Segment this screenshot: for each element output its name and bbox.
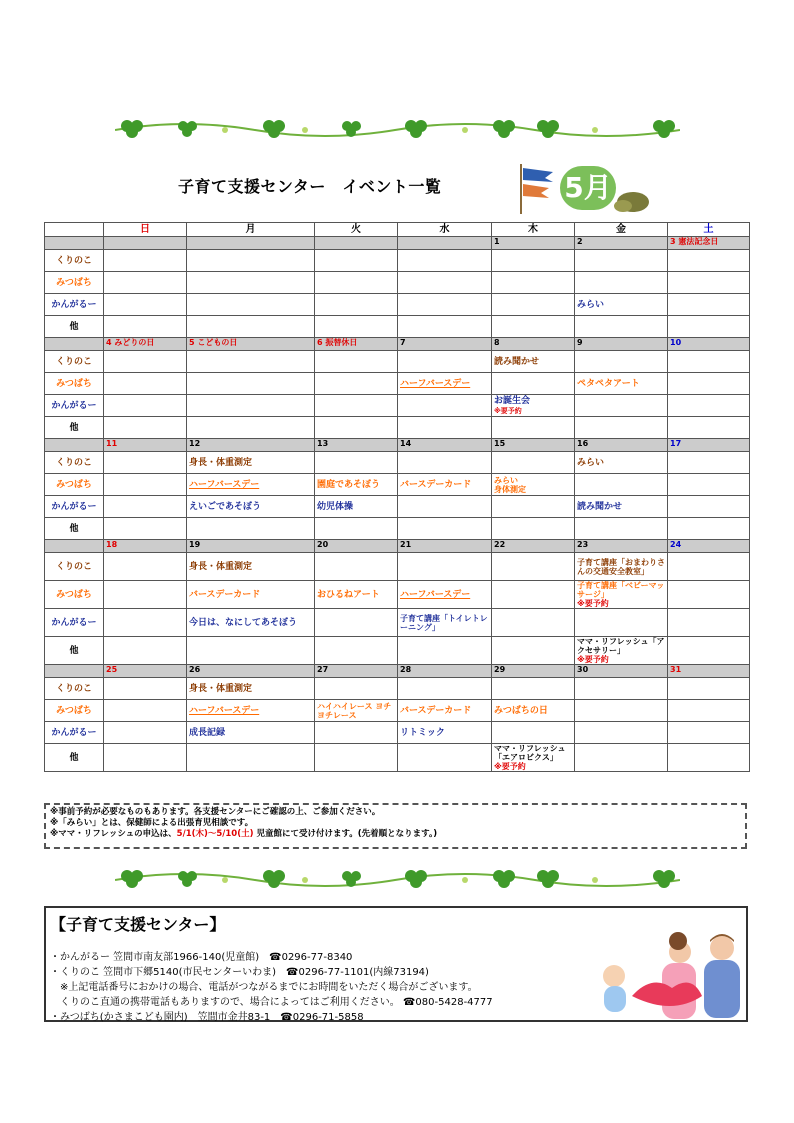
- weekday-mon: 月: [187, 223, 315, 237]
- weekday-thu: 木: [492, 223, 575, 237]
- event-cell: [492, 395, 575, 417]
- date-cell: 28: [398, 665, 492, 678]
- event-title: お誕生会: [494, 395, 531, 406]
- event-cell: バースデーカード: [398, 474, 492, 496]
- note-line: ※「みらい」とは、保健師による出張育児相談です。: [50, 818, 254, 828]
- event-cell: 子育て講座「トイレトレーニング」: [398, 609, 492, 637]
- event-cell: [492, 474, 575, 496]
- event-cell: 幼児体操: [315, 496, 398, 518]
- kurinoko-row: [45, 553, 750, 581]
- date-cell: 27: [315, 665, 398, 678]
- other-row: [45, 744, 750, 772]
- event-cell: ハーフバースデー: [187, 474, 315, 496]
- other-row: [45, 316, 750, 338]
- date-row: [45, 540, 750, 553]
- event-cell: 読み聞かせ: [492, 351, 575, 373]
- row-label-other: 他: [45, 417, 104, 439]
- date-cell: 25: [104, 665, 187, 678]
- row-label-mitsubachi: みつばち: [45, 373, 104, 395]
- date-cell: 6 振替休日: [315, 338, 398, 351]
- date-cell: 31: [668, 665, 750, 678]
- date-cell: 2: [575, 237, 668, 250]
- mitsubachi-row: [45, 700, 750, 722]
- weekday-tue: 火: [315, 223, 398, 237]
- event-cell: ハーフバースデー: [187, 700, 315, 722]
- weekday-sat: 土: [668, 223, 750, 237]
- contact-lines: [50, 950, 493, 1025]
- date-cell: 13: [315, 439, 398, 452]
- event-cell: リトミック: [398, 722, 492, 744]
- date-cell: 20: [315, 540, 398, 553]
- note-dates: 5/1(木)～5/10(土): [176, 829, 254, 839]
- kurinoko-row: [45, 452, 750, 474]
- row-label-other: 他: [45, 744, 104, 772]
- date-cell: 21: [398, 540, 492, 553]
- event-cell: [492, 744, 575, 772]
- event-cell: 園庭であそぼう: [315, 474, 398, 496]
- row-label-kurinoko: くりのこ: [45, 452, 104, 474]
- row-label-kurinoko: くりのこ: [45, 553, 104, 581]
- event-cell: みつばちの日: [492, 700, 575, 722]
- row-label-kangaroo: かんがるー: [45, 609, 104, 637]
- date-cell: 16: [575, 439, 668, 452]
- row-label-kurinoko: くりのこ: [45, 678, 104, 700]
- event-calendar: [44, 222, 750, 772]
- contact-title: 【子育て支援センター】: [50, 915, 226, 934]
- row-label-other: 他: [45, 637, 104, 665]
- date-empty: [315, 237, 398, 250]
- row-label-other: 他: [45, 518, 104, 540]
- mitsubachi-row: [45, 373, 750, 395]
- event-cell: バースデーカード: [398, 700, 492, 722]
- date-cell: 1: [492, 237, 575, 250]
- kurinoko-row: [45, 250, 750, 272]
- date-blank: [45, 540, 104, 553]
- row-label-mitsubachi: みつばち: [45, 272, 104, 294]
- reservation-note: ※要予約: [577, 655, 609, 664]
- other-row: [45, 417, 750, 439]
- mitsubachi-row: [45, 581, 750, 609]
- page-title: 子育て支援センター イベント一覧: [178, 177, 442, 196]
- event-cell: 身長・体重測定: [187, 678, 315, 700]
- event-cell: 今日は、なにしてあそぼう: [187, 609, 315, 637]
- row-label-kurinoko: くりのこ: [45, 250, 104, 272]
- date-cell: 23: [575, 540, 668, 553]
- clover-garland-icon: [115, 866, 680, 890]
- contact-line: ・くりのこ 笠間市下郷5140(市民センターいわま) ☎0296-77-1101(内線73194): [50, 967, 429, 978]
- date-cell: 10: [668, 338, 750, 351]
- corner-cell: [45, 223, 104, 237]
- event-cell: みらい: [575, 452, 668, 474]
- date-cell: 22: [492, 540, 575, 553]
- contact-line: くりのこ直通の携帯電話もありますので、場合によってはご利用ください。 ☎080-5428-4777: [50, 997, 493, 1008]
- date-cell: 5 こどもの日: [187, 338, 315, 351]
- note-text: 児童館にて受け付けます。(先着順となります。): [253, 829, 438, 839]
- event-title: みらい: [494, 475, 518, 485]
- kurinoko-row: [45, 351, 750, 373]
- date-cell: 19: [187, 540, 315, 553]
- other-row: [45, 518, 750, 540]
- other-row: [45, 637, 750, 665]
- row-label-kangaroo: かんがるー: [45, 294, 104, 316]
- event-cell: [575, 637, 668, 665]
- date-cell: 15: [492, 439, 575, 452]
- event-cell: 身長・体重測定: [187, 452, 315, 474]
- date-row: [45, 237, 750, 250]
- event-title: 子育て講座「ベビーマッサージ」: [577, 581, 665, 599]
- date-cell: 30: [575, 665, 668, 678]
- date-row: [45, 439, 750, 452]
- note-line: [50, 829, 741, 840]
- row-label-kurinoko: くりのこ: [45, 351, 104, 373]
- row-label-kangaroo: かんがるー: [45, 722, 104, 744]
- clover-garland-icon: [115, 116, 680, 140]
- event-cell: [575, 581, 668, 609]
- event-cell: 子育て講座「おまわりさんの交通安全教室」: [575, 553, 668, 581]
- row-label-other: 他: [45, 316, 104, 338]
- date-cell: 24: [668, 540, 750, 553]
- row-label-kangaroo: かんがるー: [45, 395, 104, 417]
- event-title: 身体測定: [494, 484, 526, 494]
- month-badge: 5月: [560, 166, 616, 210]
- row-label-mitsubachi: みつばち: [45, 700, 104, 722]
- kangaroo-row: [45, 722, 750, 744]
- date-blank: [45, 439, 104, 452]
- row-label-mitsubachi: みつばち: [45, 474, 104, 496]
- date-cell: 4 みどりの日: [104, 338, 187, 351]
- date-cell: 8: [492, 338, 575, 351]
- reservation-note: ※要予約: [577, 599, 609, 608]
- event-cell: 身長・体重測定: [187, 553, 315, 581]
- event-cell: 読み聞かせ: [575, 496, 668, 518]
- contact-line: ・みつばち(かさまこども園内) 笠間市金井83-1 ☎0296-71-5858: [50, 1012, 364, 1023]
- date-empty: [104, 237, 187, 250]
- event-cell: バースデーカード: [187, 581, 315, 609]
- weekday-header-row: [45, 223, 750, 237]
- date-cell: 9: [575, 338, 668, 351]
- event-cell: みらい: [575, 294, 668, 316]
- date-row: [45, 338, 750, 351]
- event-cell: ペタペタアート: [575, 373, 668, 395]
- date-empty: [398, 237, 492, 250]
- date-cell: 14: [398, 439, 492, 452]
- kangaroo-row: [45, 609, 750, 637]
- contact-line: ・かんがるー 笠間市南友部1966-140(児童館) ☎0296-77-8340: [50, 952, 353, 963]
- date-blank: [45, 338, 104, 351]
- event-cell: ハーフバースデー: [398, 373, 492, 395]
- event-cell: えいごであそぼう: [187, 496, 315, 518]
- reservation-note: ※要予約: [494, 762, 526, 771]
- weekday-wed: 水: [398, 223, 492, 237]
- date-cell: 7: [398, 338, 492, 351]
- date-cell: 29: [492, 665, 575, 678]
- event-cell: ハイハイレース ヨチヨチレース: [315, 700, 398, 722]
- date-cell: 18: [104, 540, 187, 553]
- note-text: ※ママ・リフレッシュの申込は、: [50, 829, 177, 839]
- row-label-mitsubachi: みつばち: [45, 581, 104, 609]
- date-blank: [45, 665, 104, 678]
- event-title: ママ・リフレッシュ「アクセサリー」: [577, 637, 665, 655]
- row-label-kangaroo: かんがるー: [45, 496, 104, 518]
- mitsubachi-row: [45, 272, 750, 294]
- kurinoko-row: [45, 678, 750, 700]
- date-cell: 11: [104, 439, 187, 452]
- event-cell: 成長記録: [187, 722, 315, 744]
- weekday-fri: 金: [575, 223, 668, 237]
- kangaroo-row: [45, 496, 750, 518]
- event-cell: ハーフバースデー: [398, 581, 492, 609]
- family-illustration-icon: [592, 926, 742, 1021]
- contact-line: ※上記電話番号におかけの場合、電話がつながるまでにお時間をいただく場合がございます。: [50, 982, 478, 993]
- date-empty: [187, 237, 315, 250]
- kangaroo-row: [45, 395, 750, 417]
- date-blank: [45, 237, 104, 250]
- mitsubachi-row: [45, 474, 750, 496]
- reservation-note: ※要予約: [494, 406, 522, 415]
- event-cell: おひるねアート: [315, 581, 398, 609]
- date-cell: 12: [187, 439, 315, 452]
- weekday-sun: 日: [104, 223, 187, 237]
- kangaroo-row: [45, 294, 750, 316]
- date-row: [45, 665, 750, 678]
- note-line: ※事前予約が必要なものもあります。各支援センターにご確認の上、ご参加ください。: [50, 807, 381, 817]
- notes-box: [44, 803, 747, 849]
- event-title: ママ・リフレッシュ「エアロビクス」: [494, 744, 566, 762]
- date-cell: 3 憲法記念日: [668, 237, 750, 250]
- date-cell: 17: [668, 439, 750, 452]
- date-cell: 26: [187, 665, 315, 678]
